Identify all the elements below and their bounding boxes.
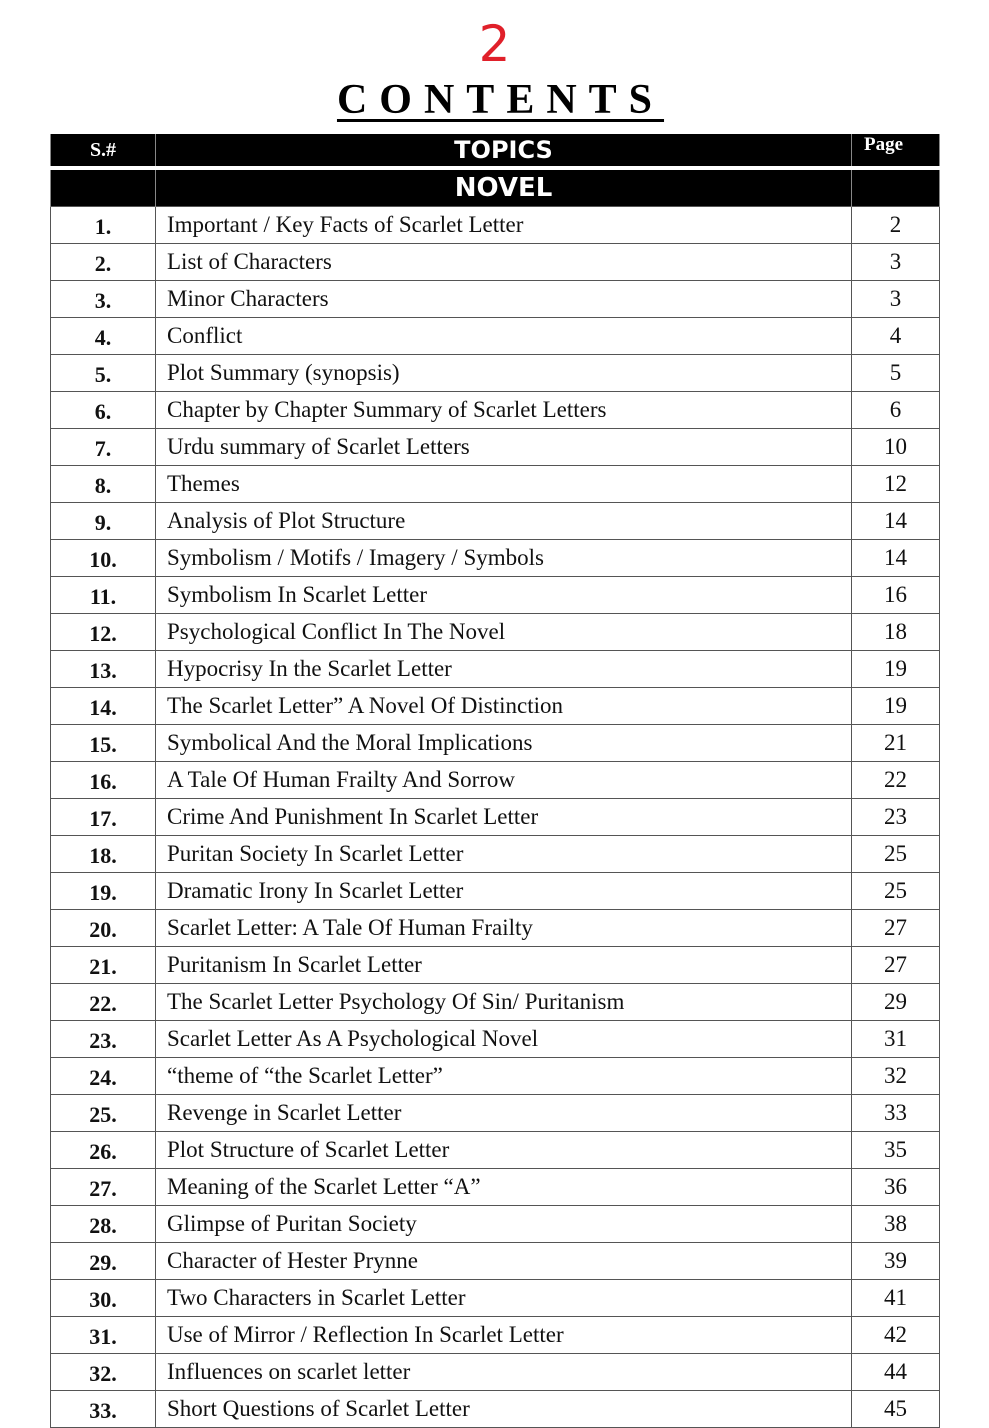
page-ref: 22	[852, 762, 940, 799]
serial-number: 8.	[51, 466, 156, 503]
topic-title: Symbolical And the Moral Implications	[156, 725, 852, 762]
serial-number: 11.	[51, 577, 156, 614]
page-header: Page	[852, 134, 940, 166]
table-row	[51, 503, 940, 540]
topic-title: Influences on scarlet letter	[156, 1354, 852, 1391]
page-ref: 27	[852, 910, 940, 947]
page-ref: 2	[852, 207, 940, 244]
table-row	[51, 207, 940, 244]
serial-number: 24.	[51, 1058, 156, 1095]
serial-number: 7.	[51, 429, 156, 466]
page-ref: 33	[852, 1095, 940, 1132]
table-row	[51, 466, 940, 503]
serial-number: 10.	[51, 540, 156, 577]
page-number: 2	[478, 15, 511, 73]
topic-title: Analysis of Plot Structure	[156, 503, 852, 540]
page-ref: 38	[852, 1206, 940, 1243]
table-row	[51, 355, 940, 392]
serial-number: 26.	[51, 1132, 156, 1169]
table-row	[51, 651, 940, 688]
page-ref: 36	[852, 1169, 940, 1206]
topic-title: Two Characters in Scarlet Letter	[156, 1280, 852, 1317]
table-row	[51, 836, 940, 873]
page-ref: 45	[852, 1391, 940, 1428]
table-row	[51, 577, 940, 614]
page-ref: 25	[852, 873, 940, 910]
page-ref: 4	[852, 318, 940, 355]
table-row	[51, 1243, 940, 1280]
topic-title: Dramatic Irony In Scarlet Letter	[156, 873, 852, 910]
topic-title: Character of Hester Prynne	[156, 1243, 852, 1280]
table-row	[51, 688, 940, 725]
page-ref: 21	[852, 725, 940, 762]
serial-number: 17.	[51, 799, 156, 836]
topic-title: Important / Key Facts of Scarlet Letter	[156, 207, 852, 244]
topic-title: List of Characters	[156, 244, 852, 281]
page-ref: 3	[852, 281, 940, 318]
serial-number: 19.	[51, 873, 156, 910]
serial-number: 9.	[51, 503, 156, 540]
topic-title: Plot Structure of Scarlet Letter	[156, 1132, 852, 1169]
topic-title: Symbolism / Motifs / Imagery / Symbols	[156, 540, 852, 577]
topic-title: Revenge in Scarlet Letter	[156, 1095, 852, 1132]
page-ref: 3	[852, 244, 940, 281]
serial-number: 5.	[51, 355, 156, 392]
section-row	[51, 170, 940, 207]
topics-header: TOPICS	[156, 134, 852, 166]
table-row	[51, 318, 940, 355]
table-row	[51, 1095, 940, 1132]
serial-number: 33.	[51, 1391, 156, 1428]
table-row	[51, 1317, 940, 1354]
serial-number: 6.	[51, 392, 156, 429]
table-row	[51, 1354, 940, 1391]
page-ref: 31	[852, 1021, 940, 1058]
page-ref: 42	[852, 1317, 940, 1354]
table-row	[51, 1021, 940, 1058]
table-row	[51, 429, 940, 466]
table-row	[51, 1132, 940, 1169]
table-row	[51, 540, 940, 577]
serial-number: 4.	[51, 318, 156, 355]
serial-number: 30.	[51, 1280, 156, 1317]
topic-title: Scarlet Letter: A Tale Of Human Frailty	[156, 910, 852, 947]
serial-number: 28.	[51, 1206, 156, 1243]
serial-number: 15.	[51, 725, 156, 762]
topic-title: Puritanism In Scarlet Letter	[156, 947, 852, 984]
table-row	[51, 873, 940, 910]
table-row	[51, 1391, 940, 1428]
serial-number: 22.	[51, 984, 156, 1021]
topic-title: Puritan Society In Scarlet Letter	[156, 836, 852, 873]
contents-table	[50, 134, 940, 1428]
serial-number: 14.	[51, 688, 156, 725]
topic-title: “theme of “the Scarlet Letter”	[156, 1058, 852, 1095]
page-ref: 41	[852, 1280, 940, 1317]
topic-title: Scarlet Letter As A Psychological Novel	[156, 1021, 852, 1058]
table-header-row	[51, 134, 940, 166]
serial-number: 31.	[51, 1317, 156, 1354]
topic-title: Psychological Conflict In The Novel	[156, 614, 852, 651]
page-ref: 25	[852, 836, 940, 873]
serial-number: 32.	[51, 1354, 156, 1391]
page-ref: 27	[852, 947, 940, 984]
page-ref: 10	[852, 429, 940, 466]
serial-number: 2.	[51, 244, 156, 281]
serial-number: 12.	[51, 614, 156, 651]
page-ref: 29	[852, 984, 940, 1021]
topic-title: Minor Characters	[156, 281, 852, 318]
serial-number: 16.	[51, 762, 156, 799]
serial-number: 27.	[51, 1169, 156, 1206]
page-ref: 14	[852, 540, 940, 577]
page-ref: 5	[852, 355, 940, 392]
page-ref: 39	[852, 1243, 940, 1280]
topic-title: Symbolism In Scarlet Letter	[156, 577, 852, 614]
topic-title: Short Questions of Scarlet Letter	[156, 1391, 852, 1428]
serial-header: S.#	[51, 134, 156, 166]
section-blank-cell	[852, 170, 940, 207]
serial-number: 3.	[51, 281, 156, 318]
table-row	[51, 947, 940, 984]
table-row	[51, 244, 940, 281]
table-row	[51, 281, 940, 318]
table-row	[51, 1206, 940, 1243]
serial-number: 29.	[51, 1243, 156, 1280]
section-title: NOVEL	[156, 170, 852, 207]
contents-table-body	[51, 134, 940, 1428]
table-row	[51, 614, 940, 651]
page-ref: 18	[852, 614, 940, 651]
topic-title: Urdu summary of Scarlet Letters	[156, 429, 852, 466]
page-ref: 12	[852, 466, 940, 503]
serial-number: 23.	[51, 1021, 156, 1058]
table-row	[51, 910, 940, 947]
topic-title: The Scarlet Letter Psychology Of Sin/ Puritanism	[156, 984, 852, 1021]
table-row	[51, 725, 940, 762]
serial-number: 13.	[51, 651, 156, 688]
table-row	[51, 762, 940, 799]
topic-title: A Tale Of Human Frailty And Sorrow	[156, 762, 852, 799]
page-ref: 19	[852, 651, 940, 688]
page-title	[0, 76, 989, 126]
page-ref: 32	[852, 1058, 940, 1095]
topic-title: Meaning of the Scarlet Letter “A”	[156, 1169, 852, 1206]
page-ref: 44	[852, 1354, 940, 1391]
topic-title: Use of Mirror / Reflection In Scarlet Letter	[156, 1317, 852, 1354]
table-row	[51, 392, 940, 429]
serial-number: 21.	[51, 947, 156, 984]
topic-title: Crime And Punishment In Scarlet Letter	[156, 799, 852, 836]
table-row	[51, 1280, 940, 1317]
topic-title: Plot Summary (synopsis)	[156, 355, 852, 392]
serial-number: 25.	[51, 1095, 156, 1132]
topic-title: Hypocrisy In the Scarlet Letter	[156, 651, 852, 688]
page-ref: 14	[852, 503, 940, 540]
table-row	[51, 1058, 940, 1095]
page-ref: 23	[852, 799, 940, 836]
page-ref: 35	[852, 1132, 940, 1169]
table-row	[51, 799, 940, 836]
topic-title: The Scarlet Letter” A Novel Of Distinction	[156, 688, 852, 725]
topic-title: Glimpse of Puritan Society	[156, 1206, 852, 1243]
page-ref: 6	[852, 392, 940, 429]
serial-number: 18.	[51, 836, 156, 873]
page-ref: 16	[852, 577, 940, 614]
topic-title: Conflict	[156, 318, 852, 355]
table-row	[51, 1169, 940, 1206]
serial-number: 1.	[51, 207, 156, 244]
page-title-text: CONTENTS	[336, 77, 665, 123]
topic-title: Chapter by Chapter Summary of Scarlet Letters	[156, 392, 852, 429]
topic-title: Themes	[156, 466, 852, 503]
serial-number: 20.	[51, 910, 156, 947]
page-ref: 19	[852, 688, 940, 725]
section-blank-cell	[51, 170, 156, 207]
table-row	[51, 984, 940, 1021]
